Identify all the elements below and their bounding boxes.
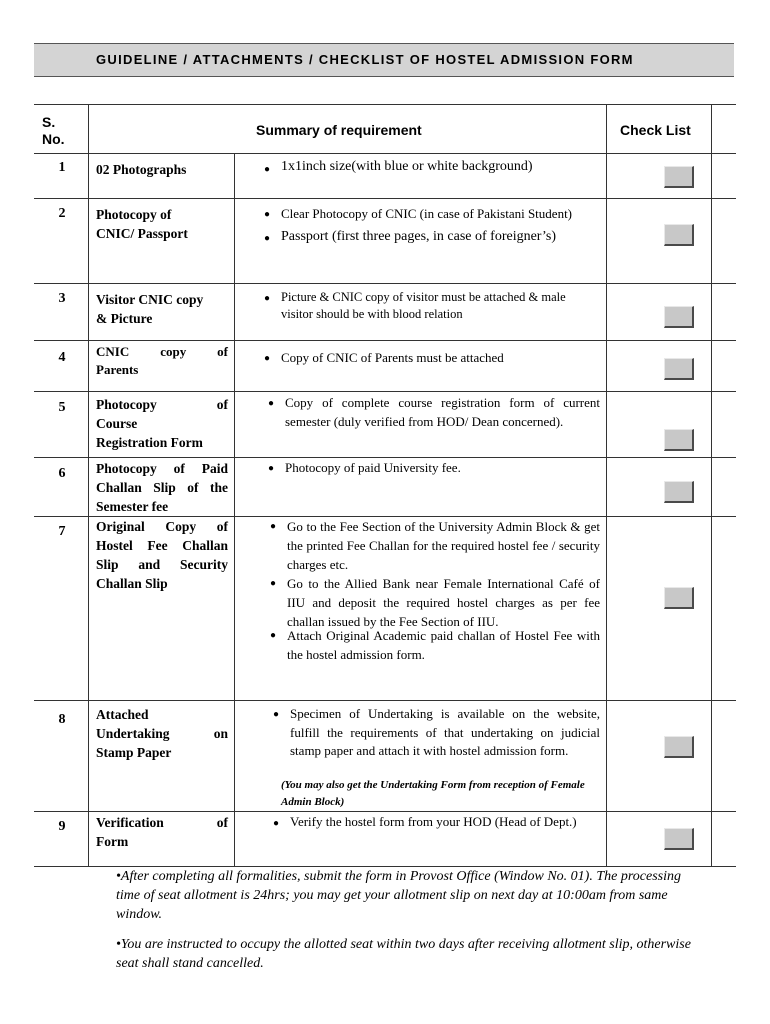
col-divider <box>606 104 607 866</box>
bullet-icon: ● <box>273 709 280 720</box>
bullet-icon: ● <box>268 398 275 409</box>
row-divider <box>34 391 736 392</box>
row-divider <box>34 457 736 458</box>
requirement-text: Clear Photocopy of CNIC (in case of Pakistani Student) <box>281 206 573 221</box>
requirement-text: Verify the hostel form from your HOD (Head of Dept.) <box>290 814 577 829</box>
row-number: 3 <box>58 291 66 306</box>
bullet-icon: ● <box>264 293 271 304</box>
footer-note: •After completing all formalities, submit the form in Provost Office (Window No. 01). The processing time of seat allotment is 24hrs; you may get your allotment slip on next day at 10:00am from same window. <box>116 869 681 922</box>
row-number: 4 <box>58 350 66 365</box>
col-divider <box>711 104 712 866</box>
requirement-text: 1x1inch size(with blue or white background) <box>281 159 533 174</box>
header-summary: Summary of requirement <box>256 122 422 138</box>
requirement-text: Picture & CNIC copy of visitor must be attached & male visitor should be with blood relation <box>281 290 566 321</box>
checkbox[interactable] <box>664 587 694 609</box>
checkbox[interactable] <box>664 481 694 503</box>
undertaking-note: (You may also get the Undertaking Form from reception of Female Admin Block) <box>281 779 585 808</box>
header-sno-line1: S. <box>42 114 56 130</box>
item-name: Photocopy of Course Registration Form <box>96 397 228 450</box>
bullet-icon: ● <box>264 209 271 220</box>
row-number: 2 <box>58 206 66 221</box>
row-number: 1 <box>58 160 66 175</box>
title-bar <box>34 43 734 77</box>
bullet-icon: ● <box>273 818 280 829</box>
requirement-text: Attach Original Academic paid challan of Hostel Fee with the hostel admission form. <box>287 628 600 663</box>
table-border-top <box>34 104 736 105</box>
bullet-icon: ● <box>264 164 271 175</box>
requirement-text: Specimen of Undertaking is available on the website, fulfill the requirements of that undertaking on judicial stamp paper and attach it with hostel admission form. <box>290 706 600 758</box>
footer-note: •You are instructed to occupy the allotted seat within two days after receiving allotment slip, otherwise seat shall stand cancelled. <box>116 937 691 971</box>
requirement-text: Photocopy of paid University fee. <box>285 460 461 475</box>
item-name: Visitor CNIC copy & Picture <box>96 292 204 326</box>
requirement-text: Copy of CNIC of Parents must be attached <box>281 350 504 365</box>
checkbox[interactable] <box>664 828 694 850</box>
item-name: Photocopy of CNIC/ Passport <box>96 207 188 241</box>
row-number: 6 <box>58 466 66 481</box>
checkbox[interactable] <box>664 306 694 328</box>
item-name: Photocopy of Paid Challan Slip of the Semester fee <box>96 461 228 514</box>
item-name: 02 Photographs <box>96 162 187 177</box>
row-divider <box>34 700 736 701</box>
row-divider <box>34 340 736 341</box>
header-divider <box>34 153 736 154</box>
bullet-icon: ● <box>270 578 277 589</box>
bullet-icon: ● <box>264 233 271 244</box>
row-number: 9 <box>58 819 66 834</box>
requirement-text: Copy of complete course registration form of current semester (duly verified from HOD/ Dean concerned). <box>285 395 600 429</box>
requirement-text: Passport (first three pages, in case of foreigner’s) <box>281 229 556 244</box>
row-divider <box>34 198 736 199</box>
bullet-icon: ● <box>270 630 277 641</box>
row-number: 7 <box>58 524 66 539</box>
checkbox[interactable] <box>664 358 694 380</box>
item-name: Attached Undertaking on Stamp Paper <box>96 707 228 760</box>
col-divider <box>88 104 89 866</box>
row-divider <box>34 283 736 284</box>
col-divider <box>234 153 235 866</box>
row-number: 5 <box>58 400 66 415</box>
header-checklist: Check List <box>620 122 691 138</box>
bullet-icon: ● <box>264 353 271 364</box>
checkbox[interactable] <box>664 736 694 758</box>
row-number: 8 <box>58 712 66 727</box>
item-name: Verification of Form <box>96 815 228 849</box>
checkbox[interactable] <box>664 166 694 188</box>
requirement-text: Go to the Fee Section of the University Admin Block & get the printed Fee Challan for the required hostel fee / security charges etc. <box>287 519 600 573</box>
checkbox[interactable] <box>664 429 694 451</box>
bullet-icon: ● <box>268 463 275 474</box>
requirement-text: Go to the Allied Bank near Female International Café of IIU and deposit the required hostel charges as per fee challan issued by the Fee Section of IIU. <box>287 576 600 630</box>
item-name: CNIC copy of Parents <box>96 344 228 377</box>
item-name: Original Copy of Hostel Fee Challan Slip and Security Challan Slip <box>96 519 228 591</box>
row-divider <box>34 811 736 812</box>
page-title: GUIDELINE / ATTACHMENTS / CHECKLIST OF HOSTEL ADMISSION FORM <box>96 52 634 67</box>
checkbox[interactable] <box>664 224 694 246</box>
header-sno-line2: No. <box>42 131 65 147</box>
item-name-line: CNIC <box>96 344 130 359</box>
bullet-icon: ● <box>270 521 277 532</box>
